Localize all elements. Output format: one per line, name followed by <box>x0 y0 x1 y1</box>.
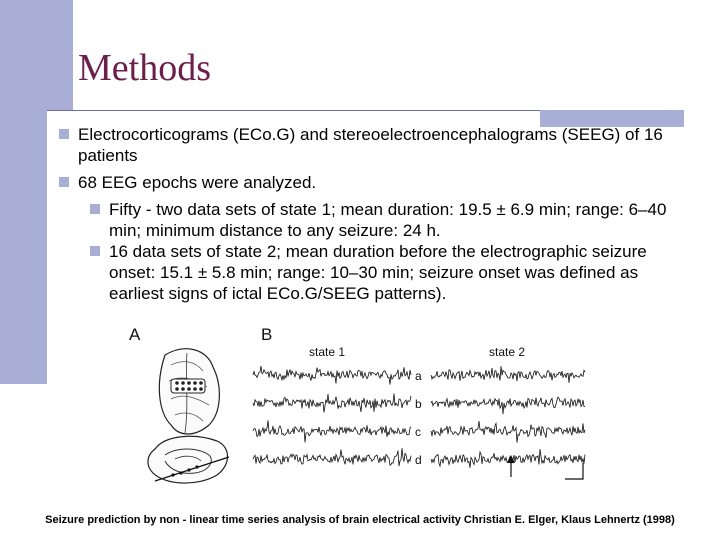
square-bullet-icon <box>59 177 69 187</box>
eeg-traces <box>125 325 595 485</box>
trace-label-a: a <box>415 369 422 383</box>
state-2-label: state 2 <box>489 345 526 359</box>
panel-a-label: A <box>129 325 141 344</box>
eeg-waveform <box>431 421 585 443</box>
trace-label-b: b <box>415 397 422 411</box>
eeg-trace-b-state1 <box>253 394 411 413</box>
decorative-top-bar <box>47 0 73 110</box>
sub-bullet-item <box>90 241 690 304</box>
eeg-trace-c-state1 <box>253 420 411 442</box>
eeg-trace-a-state2 <box>431 366 585 383</box>
decorative-side-bar <box>0 0 47 384</box>
bullet-item <box>59 172 669 193</box>
citation-caption: Seizure prediction by non - linear time series analysis of brain electrical activity Christian E. Elger, Klaus Lehnertz (1998) <box>45 514 675 526</box>
eeg-figure <box>125 325 595 485</box>
eeg-trace-b-state2 <box>431 397 585 414</box>
eeg-waveform <box>431 366 585 383</box>
title-divider <box>47 110 567 111</box>
panel-b-label: B <box>261 325 273 344</box>
eeg-waveform <box>253 420 411 442</box>
sub-bullet-text: Fifty - two data sets of state 1; mean duration: 19.5 ± 6.9 min; range: 6–40 min; minimum distance to any seizure: 24 h. <box>109 200 667 240</box>
square-bullet-icon <box>90 246 100 256</box>
eeg-trace-c-state2 <box>431 421 585 443</box>
eeg-waveform <box>253 394 411 413</box>
eeg-waveform <box>431 449 585 468</box>
sub-bullet-text: 16 data sets of state 2; mean duration before the electrographic seizure onset: 15.1 ± 5.8 min; range: 10–30 min; seizure onset was defined as earliest signs of ictal ECo.G/SEEG patterns). <box>109 242 647 303</box>
eeg-waveform <box>253 366 411 385</box>
square-bullet-icon <box>90 204 100 214</box>
square-bullet-icon <box>59 129 69 139</box>
sub-bullet-item <box>90 199 690 241</box>
bullet-text: 68 EEG epochs were analyzed. <box>78 173 317 192</box>
bullet-item <box>59 124 669 166</box>
eeg-waveform <box>253 448 411 466</box>
state-1-label: state 1 <box>309 345 346 359</box>
eeg-trace-d-state1 <box>253 448 411 466</box>
eeg-trace-d-state2 <box>431 449 585 468</box>
slide-title: Methods <box>78 47 211 89</box>
scale-bar <box>565 463 583 479</box>
trace-label-d: d <box>415 453 422 467</box>
trace-label-c: c <box>415 425 421 439</box>
bullet-text: Electrocorticograms (ECo.G) and stereoelectroencephalograms (SEEG) of 16 patients <box>78 125 663 165</box>
eeg-waveform <box>431 397 585 414</box>
eeg-trace-a-state1 <box>253 366 411 385</box>
